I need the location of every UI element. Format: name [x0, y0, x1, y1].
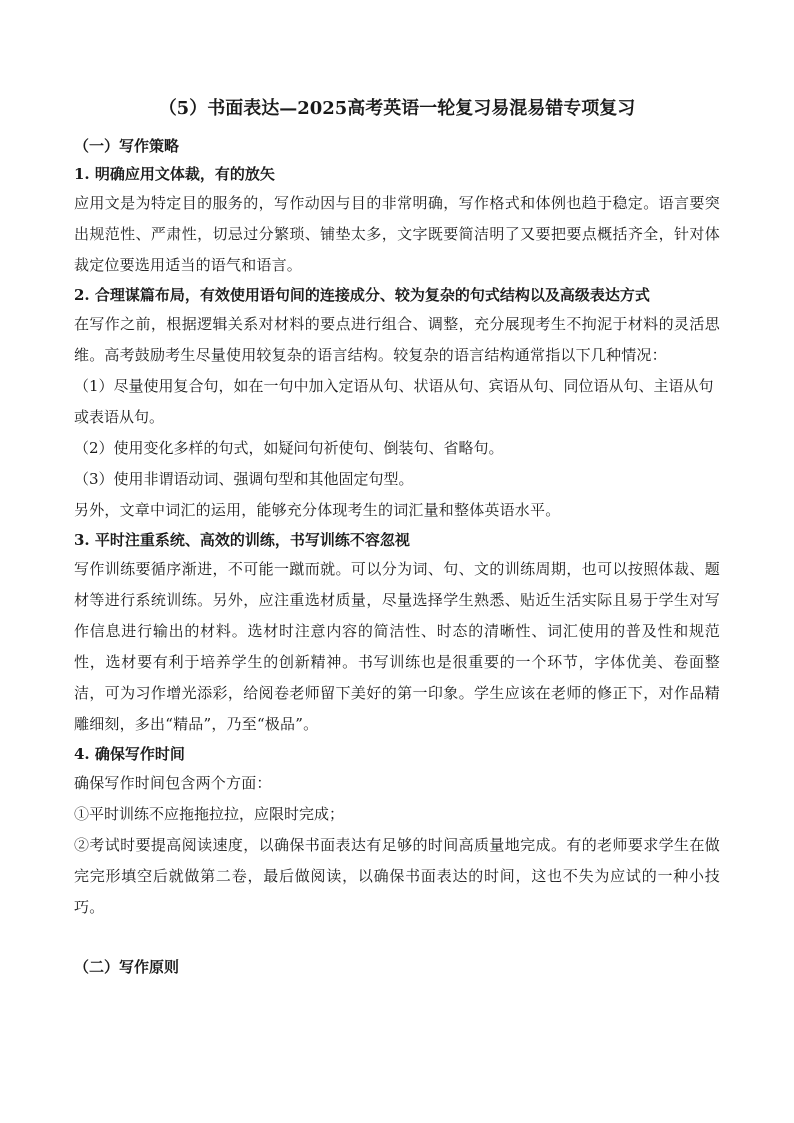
point-2-sub-1: （1）尽量使用复合句，如在一句中加入定语从句、状语从句、宾语从句、同位语从句、主语从句或表语从句。: [74, 377, 714, 426]
point-2-tail: 另外，文章中词汇的运用，能够充分体现考生的词汇量和整体英语水平。: [74, 501, 561, 519]
point-4-text: 确保写作时间包含两个方面：: [74, 774, 272, 792]
point-1-text: 应用文是为特定目的服务的，写作动因与目的非常明确，写作格式和体例也趋于稳定。语言要突出规范性、严肃性，切忌过分繁琐、铺垫太多，文字既要简洁明了又要把要点概括齐全，针对体裁定位要选用适当的语气和语言。: [74, 194, 720, 274]
point-2-sub-2: （2）使用变化多样的句式，如疑问句祈使句、倒装句、省略句。: [74, 439, 504, 457]
point-2-heading: 2. 合理谋篇布局，有效使用语句间的连接成分、较为复杂的句式结构以及高级表达方式: [74, 286, 650, 304]
section-heading-principles: （二）写作原则: [74, 958, 180, 976]
point-2-sub-3: （3）使用非谓语动词、强调句型和其他固定句型。: [74, 470, 414, 488]
point-4-sub-1: ①平时训练不应拖拖拉拉，应限时完成；: [74, 805, 345, 823]
point-4-heading: 4. 确保写作时间: [74, 745, 185, 763]
document-title: （5）书面表达—2025高考英语一轮复习易混易错专项复习: [158, 98, 636, 119]
point-2-text: 在写作之前，根据逻辑关系对材料的要点进行组合、调整，充分展现考生不拘泥于材料的灵活思维。高考鼓励考生尽量使用较复杂的语言结构。较复杂的语言结构通常指以下几种情况：: [74, 315, 720, 364]
point-1-heading: 1. 明确应用文体裁，有的放矢: [74, 165, 275, 183]
section-spacer: [74, 923, 720, 953]
point-3-text: 写作训练要循序渐进，不可能一蹴而就。可以分为词、句、文的训练周期，也可以按照体裁、题材等进行系统训练。另外，应注重选材质量，尽量选择学生熟悉、贴近生活实际且易于学生对写作信息进行输出的材料。选材时注意内容的简洁性、时态的清晰性、词汇使用的普及性和规范性，选材要有利于培养学生的创新精神。书写训练也是很重要的一个环节，字体优美、卷面整洁，可为习作增光添彩，给阅卷老师留下美好的第一印象。学生应该在老师的修正下，对作品精雕细刻，多出“精品”，乃至“极品”。: [74, 560, 720, 733]
section-heading-strategy: （一）写作策略: [74, 137, 180, 155]
point-4-sub-2: ②考试时要提高阅读速度，以确保书面表达有足够的时间高质量地完成。有的老师要求学生在做完完形填空后就做第二卷，最后做阅读，以确保书面表达的时间，这也不失为应试的一种小技巧。: [74, 836, 720, 916]
point-3-heading: 3. 平时注重系统、高效的训练，书写训练不容忽视: [74, 531, 410, 549]
